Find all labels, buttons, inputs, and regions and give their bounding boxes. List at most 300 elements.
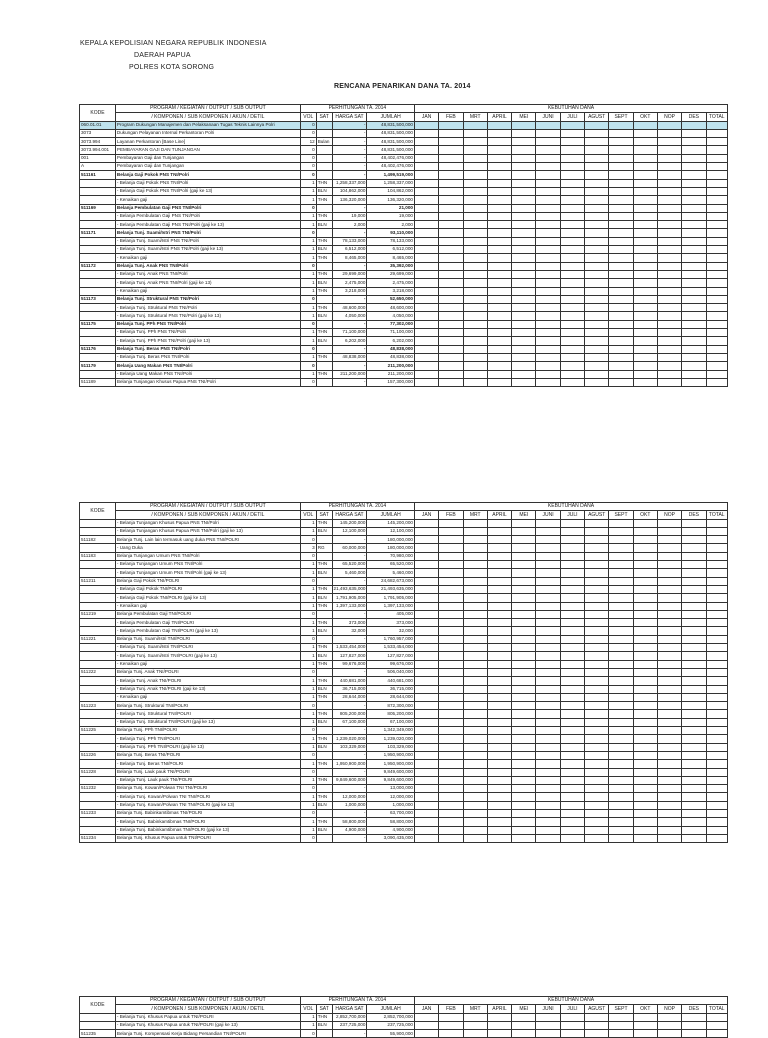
cell-month-empty [657, 154, 681, 162]
cell-sat [316, 635, 332, 643]
cell-month-empty [706, 237, 727, 245]
cell-month-empty [487, 527, 511, 535]
cell-month-empty [487, 163, 511, 171]
cell-kode: 511179 [80, 362, 116, 370]
cell-month-empty [682, 254, 706, 262]
cell-kode [80, 743, 116, 751]
cell-harga: - [332, 785, 367, 793]
cell-harga: 29,699,000 [332, 270, 367, 278]
cell-month-empty [633, 536, 657, 544]
cell-vol: 1 [300, 619, 316, 627]
cell-kode: 511169 [80, 204, 116, 212]
cell-month-empty [706, 320, 727, 328]
column-month: JAN [414, 1005, 438, 1013]
cell-month-empty [609, 362, 633, 370]
cell-vol: 1 [300, 585, 316, 593]
cell-month-empty [585, 370, 609, 378]
budget-table-2 [79, 502, 728, 843]
table-row [80, 212, 728, 220]
table-row [80, 652, 728, 660]
cell-kode [80, 826, 116, 834]
cell-month-empty [609, 760, 633, 768]
cell-month-empty [560, 196, 584, 204]
cell-month-empty [560, 577, 584, 585]
cell-vol: 1 [300, 270, 316, 278]
cell-month-empty [414, 760, 438, 768]
cell-month-empty [706, 146, 727, 154]
cell-jumlah: 180,000,000 [367, 544, 415, 552]
cell-month-empty [706, 171, 727, 179]
cell-month-empty [706, 801, 727, 809]
cell-harga: - [332, 320, 367, 328]
cell-harga: 4,050,000 [332, 312, 367, 320]
cell-harga: 6,202,000 [332, 337, 367, 345]
cell-uraian: - Belanja Tunj. PPh PNS TNI/Polri [115, 329, 300, 337]
cell-kode [80, 370, 116, 378]
cell-month-empty [682, 561, 706, 569]
cell-month-empty [682, 760, 706, 768]
cell-month-empty [439, 552, 463, 560]
cell-month-empty [609, 743, 633, 751]
cell-month-empty [609, 635, 633, 643]
cell-month-empty [657, 677, 681, 685]
cell-jumlah: 1,760,957,000 [367, 635, 415, 643]
cell-month-empty [706, 279, 727, 287]
cell-month-empty [414, 121, 438, 129]
cell-month-empty [633, 834, 657, 842]
cell-month-empty [463, 677, 487, 685]
cell-month-empty [706, 378, 727, 386]
cell-kode [80, 287, 116, 295]
cell-month-empty [633, 295, 657, 303]
cell-jumlah: 405,000 [367, 610, 415, 618]
cell-sat [316, 320, 332, 328]
cell-jumlah: 1,239,020,000 [367, 735, 415, 743]
cell-month-empty [682, 735, 706, 743]
cell-month-empty [463, 585, 487, 593]
cell-month-empty [706, 644, 727, 652]
cell-month-empty [706, 602, 727, 610]
cell-sat: THN [316, 585, 332, 593]
cell-month-empty [682, 378, 706, 386]
cell-month-empty [463, 362, 487, 370]
cell-month-empty [706, 685, 727, 693]
cell-jumlah: 103,329,000 [367, 743, 415, 751]
cell-month-empty [609, 660, 633, 668]
cell-jumlah: 48,831,500,000 [367, 121, 415, 129]
table-row [80, 304, 728, 312]
table-row [80, 809, 728, 817]
cell-month-empty [609, 809, 633, 817]
cell-month-empty [657, 785, 681, 793]
cell-month-empty [609, 262, 633, 270]
cell-month-empty [682, 237, 706, 245]
cell-jumlah: 99,676,000 [367, 660, 415, 668]
cell-month-empty [706, 345, 727, 353]
cell-month-empty [585, 229, 609, 237]
cell-kode [80, 718, 116, 726]
table-row [80, 569, 728, 577]
cell-sat [316, 345, 332, 353]
cell-uraian: Belanja Gaji Pokok TNI/POLRI [115, 577, 300, 585]
cell-month-empty [657, 295, 681, 303]
header-row [80, 511, 728, 519]
cell-month-empty [439, 652, 463, 660]
cell-sat [316, 378, 332, 386]
cell-month-empty [609, 569, 633, 577]
column-vol: VOL [300, 511, 316, 519]
cell-sat: THN [316, 760, 332, 768]
table-row [80, 527, 728, 535]
cell-sat [316, 751, 332, 759]
cell-month-empty [536, 735, 560, 743]
cell-month-empty [487, 793, 511, 801]
cell-month-empty [657, 776, 681, 784]
column-perhitungan: PERHITUNGAN TA. 2014 [300, 105, 414, 113]
cell-month-empty [512, 254, 536, 262]
cell-month-empty [560, 1013, 584, 1021]
cell-uraian: Belanja Tunj. Suami/Istri TNI/POLRI [115, 635, 300, 643]
cell-month-empty [657, 370, 681, 378]
cell-month-empty [682, 776, 706, 784]
cell-vol: 1 [300, 760, 316, 768]
cell-month-empty [414, 179, 438, 187]
cell-month-empty [585, 304, 609, 312]
table-row [80, 1021, 728, 1029]
cell-sat [316, 204, 332, 212]
cell-month-empty [463, 809, 487, 817]
cell-month-empty [487, 818, 511, 826]
cell-month-empty [706, 370, 727, 378]
cell-month-empty [487, 710, 511, 718]
cell-month-empty [439, 129, 463, 137]
cell-jumlah: 3,218,000 [367, 287, 415, 295]
cell-month-empty [585, 138, 609, 146]
cell-month-empty [609, 229, 633, 237]
cell-month-empty [585, 793, 609, 801]
cell-month-empty [439, 735, 463, 743]
cell-vol: 1 [300, 187, 316, 195]
cell-uraian: - Belanja Tunj. Babinkamtibmas TNI/POLRI [115, 818, 300, 826]
cell-month-empty [657, 826, 681, 834]
cell-month-empty [439, 527, 463, 535]
cell-uraian: Belanja Gaji Pokok PNS TNI/Polri [115, 171, 300, 179]
cell-jumlah: 48,402,476,000 [367, 154, 415, 162]
cell-sat [316, 163, 332, 171]
cell-sat: THN [316, 735, 332, 743]
cell-month-empty [439, 685, 463, 693]
cell-harga: 5,460,000 [332, 569, 367, 577]
cell-month-empty [585, 1013, 609, 1021]
cell-month-empty [536, 536, 560, 544]
cell-month-empty [682, 577, 706, 585]
table-row [80, 751, 728, 759]
cell-month-empty [657, 834, 681, 842]
cell-month-empty [463, 610, 487, 618]
cell-month-empty [585, 826, 609, 834]
cell-kode: 511182 [80, 536, 116, 544]
cell-month-empty [536, 710, 560, 718]
cell-sat: THN [316, 254, 332, 262]
cell-month-empty [487, 544, 511, 552]
cell-month-empty [682, 693, 706, 701]
cell-month-empty [463, 254, 487, 262]
budget-table-1 [79, 104, 728, 387]
cell-jumlah: 48,600,000 [367, 304, 415, 312]
cell-month-empty [682, 743, 706, 751]
cell-month-empty [439, 362, 463, 370]
cell-month-empty [706, 768, 727, 776]
cell-uraian: Belanja Tunj. Anak PNS TNI/Polri [115, 262, 300, 270]
cell-vol: 1 [300, 801, 316, 809]
cell-month-empty [512, 362, 536, 370]
cell-month-empty [633, 727, 657, 735]
cell-harga: - [332, 262, 367, 270]
column-month: OKT [633, 1005, 657, 1013]
cell-month-empty [536, 229, 560, 237]
cell-month-empty [536, 644, 560, 652]
cell-month-empty [633, 1013, 657, 1021]
cell-month-empty [439, 146, 463, 154]
cell-kode [80, 760, 116, 768]
cell-month-empty [414, 304, 438, 312]
cell-month-empty [657, 818, 681, 826]
cell-month-empty [585, 212, 609, 220]
cell-vol: 0 [300, 262, 316, 270]
cell-sat [316, 610, 332, 618]
cell-month-empty [657, 652, 681, 660]
cell-kode [80, 246, 116, 254]
cell-month-empty [414, 735, 438, 743]
cell-month-empty [512, 536, 536, 544]
cell-month-empty [560, 212, 584, 220]
cell-month-empty [439, 204, 463, 212]
table-row [80, 312, 728, 320]
cell-month-empty [536, 668, 560, 676]
cell-month-empty [706, 121, 727, 129]
cell-month-empty [463, 751, 487, 759]
cell-uraian: Belanja Tunj. Khusus Papua untuk TNI/POLRI [115, 834, 300, 842]
cell-month-empty [487, 171, 511, 179]
cell-month-empty [657, 768, 681, 776]
cell-month-empty [414, 818, 438, 826]
cell-uraian: - Belanja Tunj. Lauk pauk TNI/POLRI [115, 776, 300, 784]
cell-month-empty [706, 660, 727, 668]
cell-month-empty [633, 818, 657, 826]
cell-month-empty [657, 552, 681, 560]
cell-month-empty [706, 353, 727, 361]
cell-month-empty [536, 362, 560, 370]
cell-month-empty [439, 569, 463, 577]
cell-uraian: - Kenaikan gaji [115, 660, 300, 668]
cell-month-empty [512, 710, 536, 718]
cell-month-empty [560, 519, 584, 527]
cell-month-empty [585, 295, 609, 303]
cell-month-empty [706, 826, 727, 834]
cell-month-empty [487, 1013, 511, 1021]
cell-month-empty [633, 312, 657, 320]
cell-month-empty [657, 270, 681, 278]
cell-month-empty [414, 602, 438, 610]
cell-month-empty [682, 312, 706, 320]
cell-month-empty [609, 768, 633, 776]
cell-month-empty [487, 129, 511, 137]
cell-month-empty [536, 552, 560, 560]
cell-month-empty [706, 337, 727, 345]
cell-jumlah: 1,342,349,000 [367, 727, 415, 735]
cell-month-empty [706, 154, 727, 162]
cell-month-empty [633, 246, 657, 254]
cell-month-empty [487, 270, 511, 278]
cell-month-empty [487, 187, 511, 195]
cell-kode [80, 644, 116, 652]
cell-kode: A [80, 163, 116, 171]
cell-month-empty [512, 138, 536, 146]
cell-sat [316, 129, 332, 137]
cell-month-empty [560, 677, 584, 685]
cell-month-empty [439, 793, 463, 801]
cell-month-empty [487, 735, 511, 743]
cell-month-empty [414, 378, 438, 386]
cell-month-empty [682, 1030, 706, 1038]
table-row [80, 138, 728, 146]
cell-month-empty [585, 735, 609, 743]
cell-uraian: - Kenaikan gaji [115, 196, 300, 204]
cell-jumlah: 2,852,700,000 [367, 1013, 415, 1021]
cell-month-empty [560, 727, 584, 735]
cell-harga: - [332, 295, 367, 303]
cell-month-empty [633, 635, 657, 643]
cell-uraian: Layanan Perkantoran [Base Line] [115, 138, 300, 146]
cell-month-empty [414, 270, 438, 278]
cell-month-empty [706, 212, 727, 220]
cell-sat [316, 362, 332, 370]
cell-month-empty [414, 146, 438, 154]
cell-jumlah: 872,300,000 [367, 702, 415, 710]
cell-harga: - [332, 702, 367, 710]
cell-kode [80, 519, 116, 527]
cell-month-empty [609, 279, 633, 287]
budget-table-3 [79, 996, 728, 1038]
table-row [80, 793, 728, 801]
cell-month-empty [633, 337, 657, 345]
cell-uraian: Belanja Tunj. Struktural PNS TNI/Polri [115, 295, 300, 303]
cell-kode: 511176 [80, 345, 116, 353]
cell-month-empty [439, 262, 463, 270]
column-kode: KODE [80, 503, 116, 520]
cell-month-empty [463, 552, 487, 560]
cell-month-empty [439, 635, 463, 643]
cell-month-empty [682, 619, 706, 627]
cell-vol: 1 [300, 287, 316, 295]
cell-vol: 0 [300, 378, 316, 386]
cell-month-empty [609, 370, 633, 378]
cell-kode [80, 561, 116, 569]
cell-month-empty [657, 179, 681, 187]
cell-month-empty [439, 378, 463, 386]
cell-month-empty [682, 221, 706, 229]
column-perhitungan: PERHITUNGAN TA. 2014 [300, 997, 414, 1005]
cell-vol: 0 [300, 809, 316, 817]
table-row [80, 129, 728, 137]
cell-month-empty [414, 527, 438, 535]
cell-month-empty [414, 577, 438, 585]
cell-sat: THN [316, 287, 332, 295]
cell-month-empty [536, 561, 560, 569]
cell-month-empty [463, 760, 487, 768]
cell-month-empty [560, 1030, 584, 1038]
cell-jumlah: 2,000 [367, 221, 415, 229]
cell-month-empty [560, 138, 584, 146]
cell-month-empty [585, 693, 609, 701]
cell-jumlah: 48,831,500,000 [367, 146, 415, 154]
cell-month-empty [609, 527, 633, 535]
cell-month-empty [633, 353, 657, 361]
cell-month-empty [487, 179, 511, 187]
cell-harga: 3,218,000 [332, 287, 367, 295]
cell-month-empty [414, 544, 438, 552]
cell-month-empty [585, 785, 609, 793]
cell-month-empty [414, 768, 438, 776]
cell-jumlah: 48,831,500,000 [367, 138, 415, 146]
cell-month-empty [414, 320, 438, 328]
cell-month-empty [512, 287, 536, 295]
cell-month-empty [633, 204, 657, 212]
cell-uraian: - Belanja Tunj. Struktural PNS TNI/Polri (gaji ke 13) [115, 312, 300, 320]
column-sat: SAT [316, 113, 332, 121]
cell-month-empty [512, 237, 536, 245]
cell-month-empty [560, 1021, 584, 1029]
cell-uraian: - Belanja Tunj. Khusus Papua untuk TNI/POLRI (gaji ke 13) [115, 1021, 300, 1029]
cell-month-empty [585, 221, 609, 229]
cell-month-empty [657, 594, 681, 602]
cell-month-empty [536, 121, 560, 129]
cell-month-empty [657, 312, 681, 320]
column-month: FEB [439, 113, 463, 121]
cell-kode [80, 329, 116, 337]
cell-month-empty [487, 378, 511, 386]
cell-month-empty [706, 229, 727, 237]
cell-kode: 511225 [80, 727, 116, 735]
cell-month-empty [536, 196, 560, 204]
column-month: JULI [560, 1005, 584, 1013]
cell-jumlah: 9,849,600,000 [367, 768, 415, 776]
cell-month-empty [536, 527, 560, 535]
cell-month-empty [609, 204, 633, 212]
cell-month-empty [487, 809, 511, 817]
column-month: JUNI [536, 511, 560, 519]
cell-month-empty [585, 287, 609, 295]
cell-vol: 0 [300, 768, 316, 776]
cell-vol: 0 [300, 552, 316, 560]
cell-uraian: Belanja Tunj. Struktural TNI/POLRI [115, 702, 300, 710]
cell-month-empty [414, 1021, 438, 1029]
cell-month-empty [657, 544, 681, 552]
cell-jumlah: 35,392,000 [367, 262, 415, 270]
cell-month-empty [536, 594, 560, 602]
cell-month-empty [414, 793, 438, 801]
cell-month-empty [512, 229, 536, 237]
cell-month-empty [560, 619, 584, 627]
cell-kode: 060.01.01 [80, 121, 116, 129]
cell-kode: 511211 [80, 577, 116, 585]
cell-month-empty [414, 204, 438, 212]
cell-month-empty [560, 569, 584, 577]
cell-month-empty [657, 668, 681, 676]
cell-month-empty [706, 793, 727, 801]
cell-uraian: - Belanja Tunj. Struktural PNS TNI/Polri [115, 304, 300, 312]
cell-month-empty [536, 702, 560, 710]
